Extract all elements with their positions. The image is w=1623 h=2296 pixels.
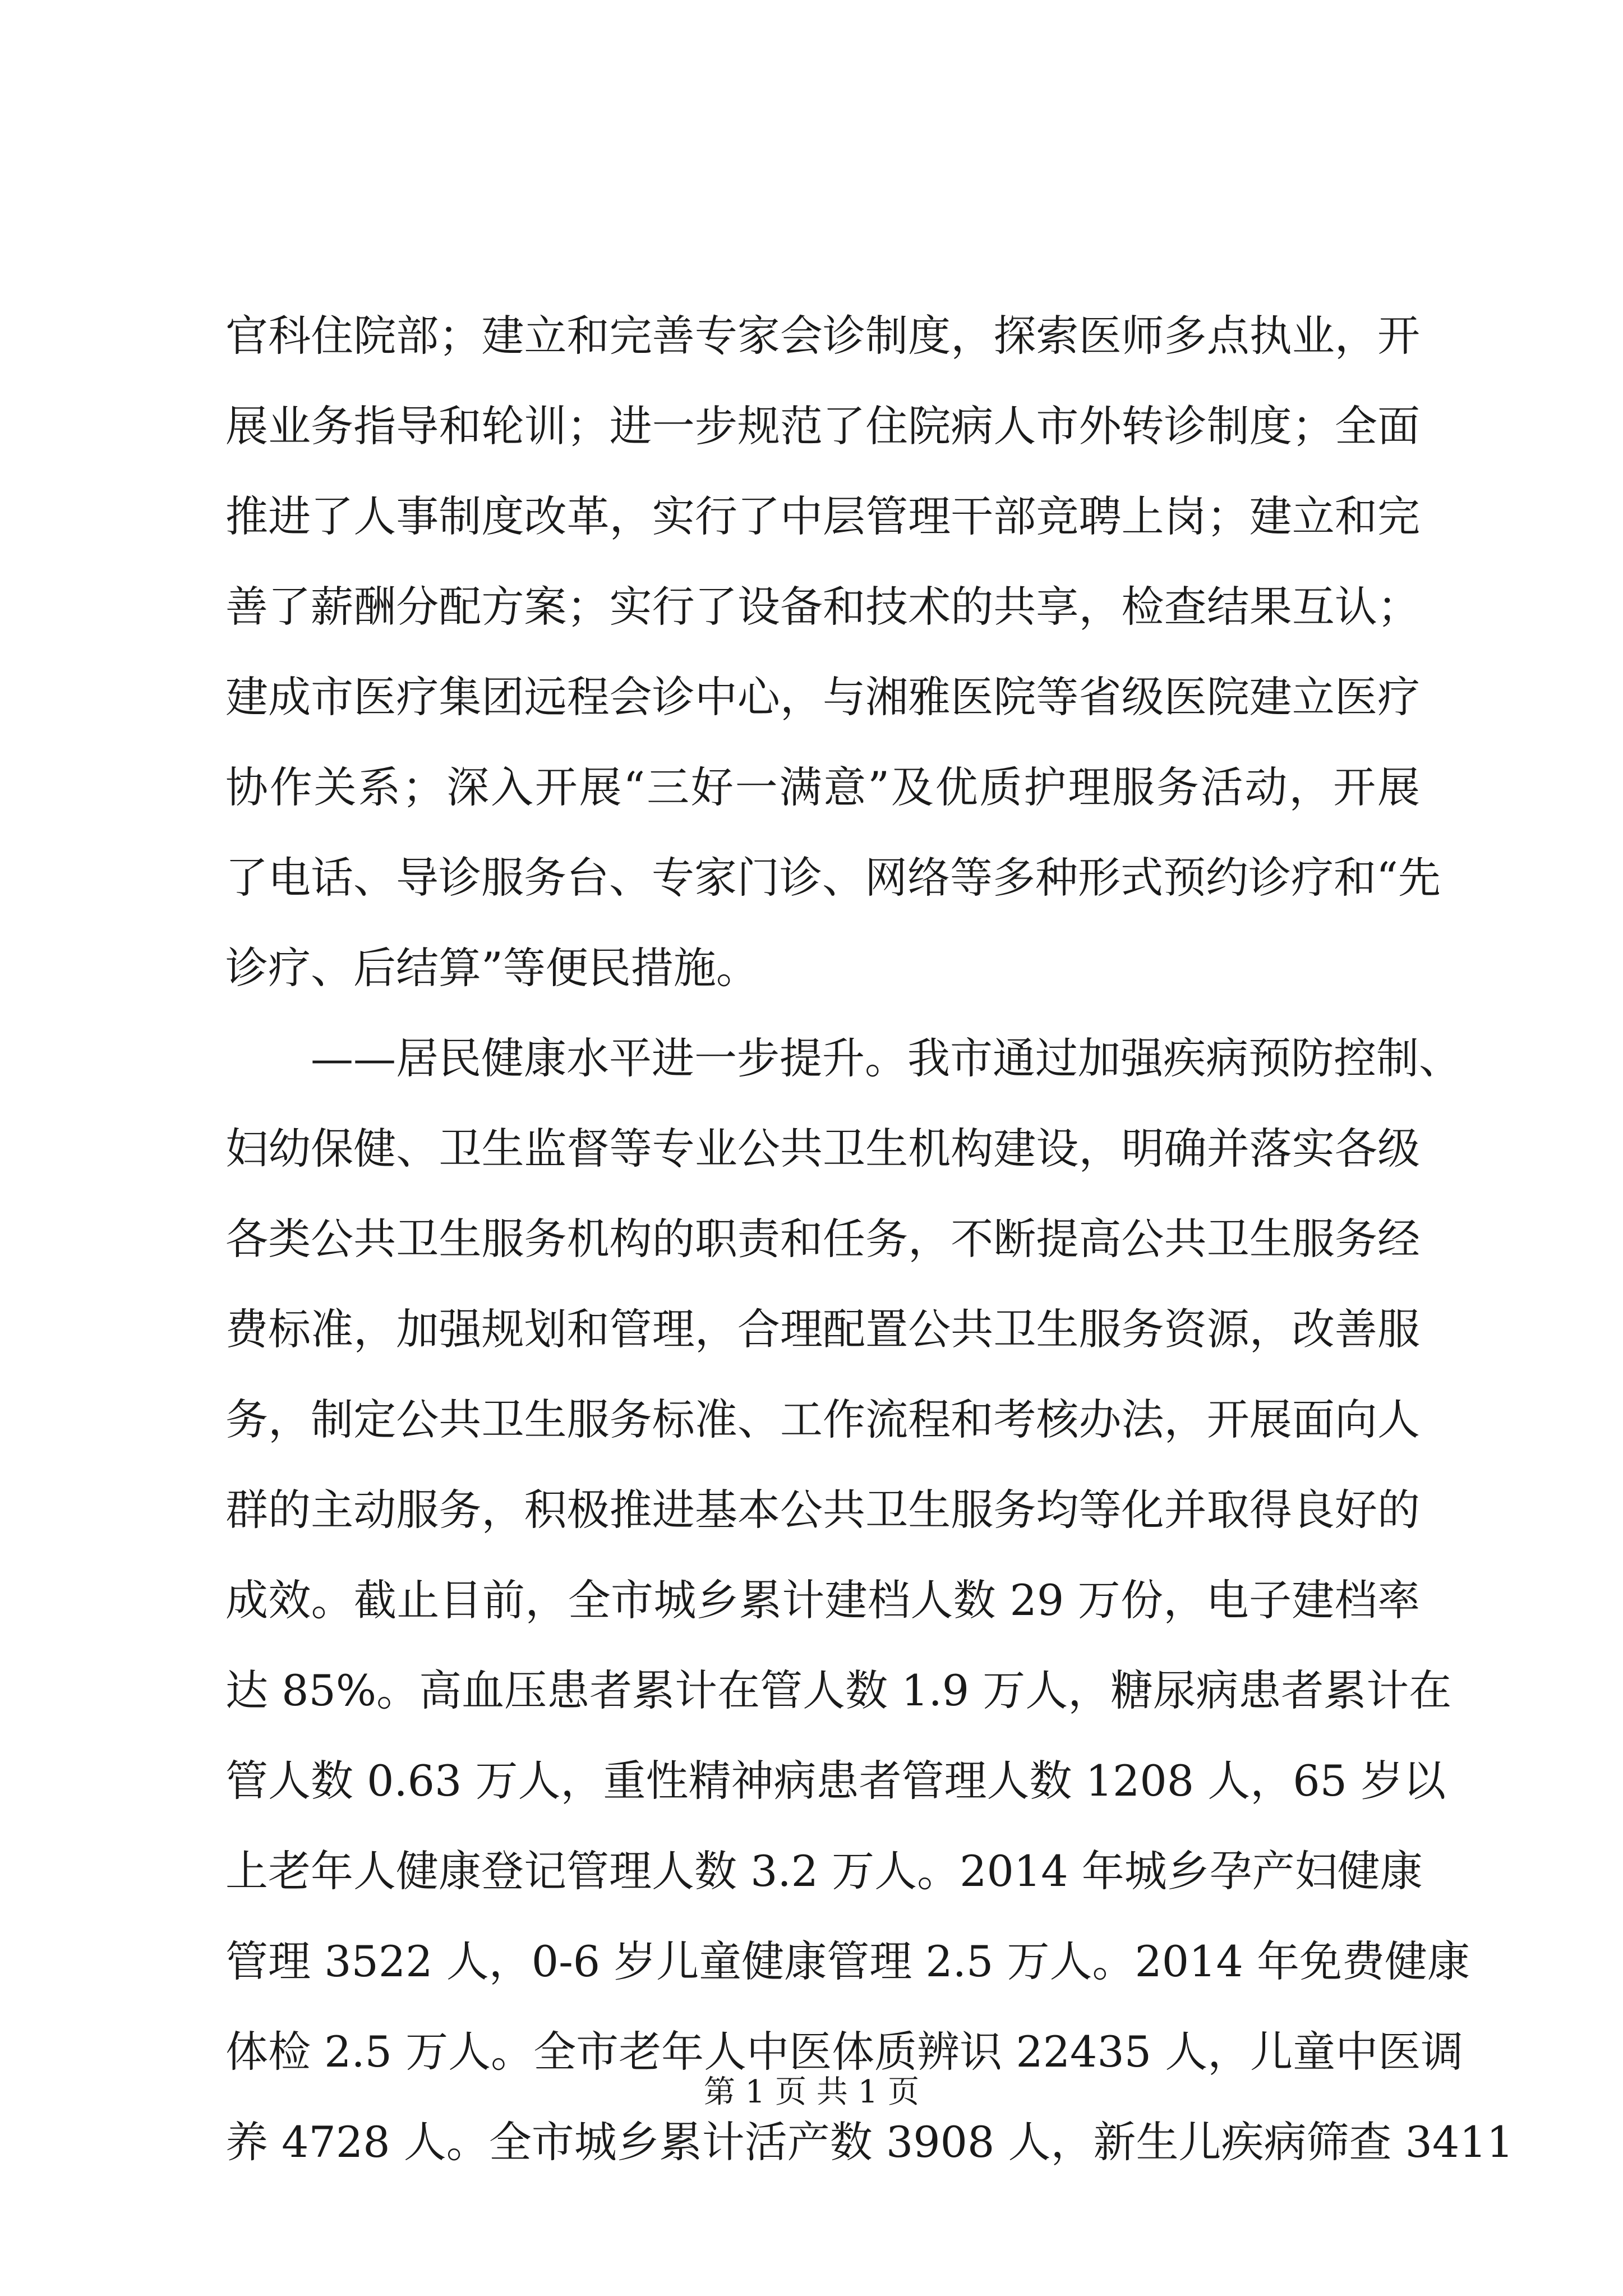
text-line: 务，制定公共卫生服务标准、工作流程和考核办法，开展面向人 xyxy=(225,1395,1420,1444)
text-line: 妇幼保健、卫生监督等专业公共卫生机构建设，明确并落实各级 xyxy=(225,1124,1420,1174)
text-line: 养 4728 人。全市城乡累计活产数 3908 人，新生儿疾病筛查 3411 xyxy=(225,2117,1514,2167)
text-line: 费标准，加强规划和管理，合理配置公共卫生服务资源，改善服 xyxy=(225,1304,1420,1354)
text-line: 协作关系；深入开展“三好一满意”及优质护理服务活动，开展 xyxy=(225,762,1420,812)
text-line: 体检 2.5 万人。全市老年人中医体质辨识 22435 人，儿童中医调 xyxy=(225,2027,1464,2077)
text-line: 群的主动服务，积极推进基本公共卫生服务均等化并取得良好的 xyxy=(225,1485,1420,1535)
document-body xyxy=(225,291,1514,2187)
text-line: ——居民健康水平进一步提升。我市通过加强疾病预防控制、 xyxy=(311,1033,1461,1083)
text-line: 上老年人健康登记管理人数 3.2 万人。2014 年城乡孕产妇健康 xyxy=(225,1846,1423,1896)
text-line: 达 85%。高血压患者累计在管人数 1.9 万人，糖尿病患者累计在 xyxy=(225,1665,1452,1715)
text-line: 诊疗、后结算”等便民措施。 xyxy=(225,943,759,993)
text-line: 管人数 0.63 万人，重性精神病患者管理人数 1208 人，65 岁以 xyxy=(225,1756,1446,1806)
text-line: 建成市医疗集团远程会诊中心，与湘雅医院等省级医院建立医疗 xyxy=(225,672,1420,722)
page-footer xyxy=(0,2070,1623,2115)
paragraph xyxy=(225,1013,1514,2187)
text-line: 管理 3522 人，0-6 岁儿童健康管理 2.5 万人。2014 年免费健康 xyxy=(225,1936,1470,1986)
text-line: 官科住院部；建立和完善专家会诊制度，探索医师多点执业，开 xyxy=(225,311,1420,361)
paragraph xyxy=(225,291,1441,1013)
text-line: 各类公共卫生服务机构的职责和任务，不断提高公共卫生服务经 xyxy=(225,1214,1420,1264)
page-number-label: 第 1 页 共 1 页 xyxy=(703,2074,920,2110)
text-line: 善了薪酬分配方案；实行了设备和技术的共享，检查结果互认； xyxy=(225,582,1420,632)
text-line: 成效。截止目前，全市城乡累计建档人数 29 万份，电子建档率 xyxy=(225,1575,1420,1625)
text-line: 展业务指导和轮训；进一步规范了住院病人市外转诊制度；全面 xyxy=(225,401,1420,451)
text-line: 了电话、导诊服务台、专家门诊、网络等多种形式预约诊疗和“先 xyxy=(225,853,1441,903)
text-line: 推进了人事制度改革，实行了中层管理干部竞聘上岗；建立和完 xyxy=(225,491,1420,541)
